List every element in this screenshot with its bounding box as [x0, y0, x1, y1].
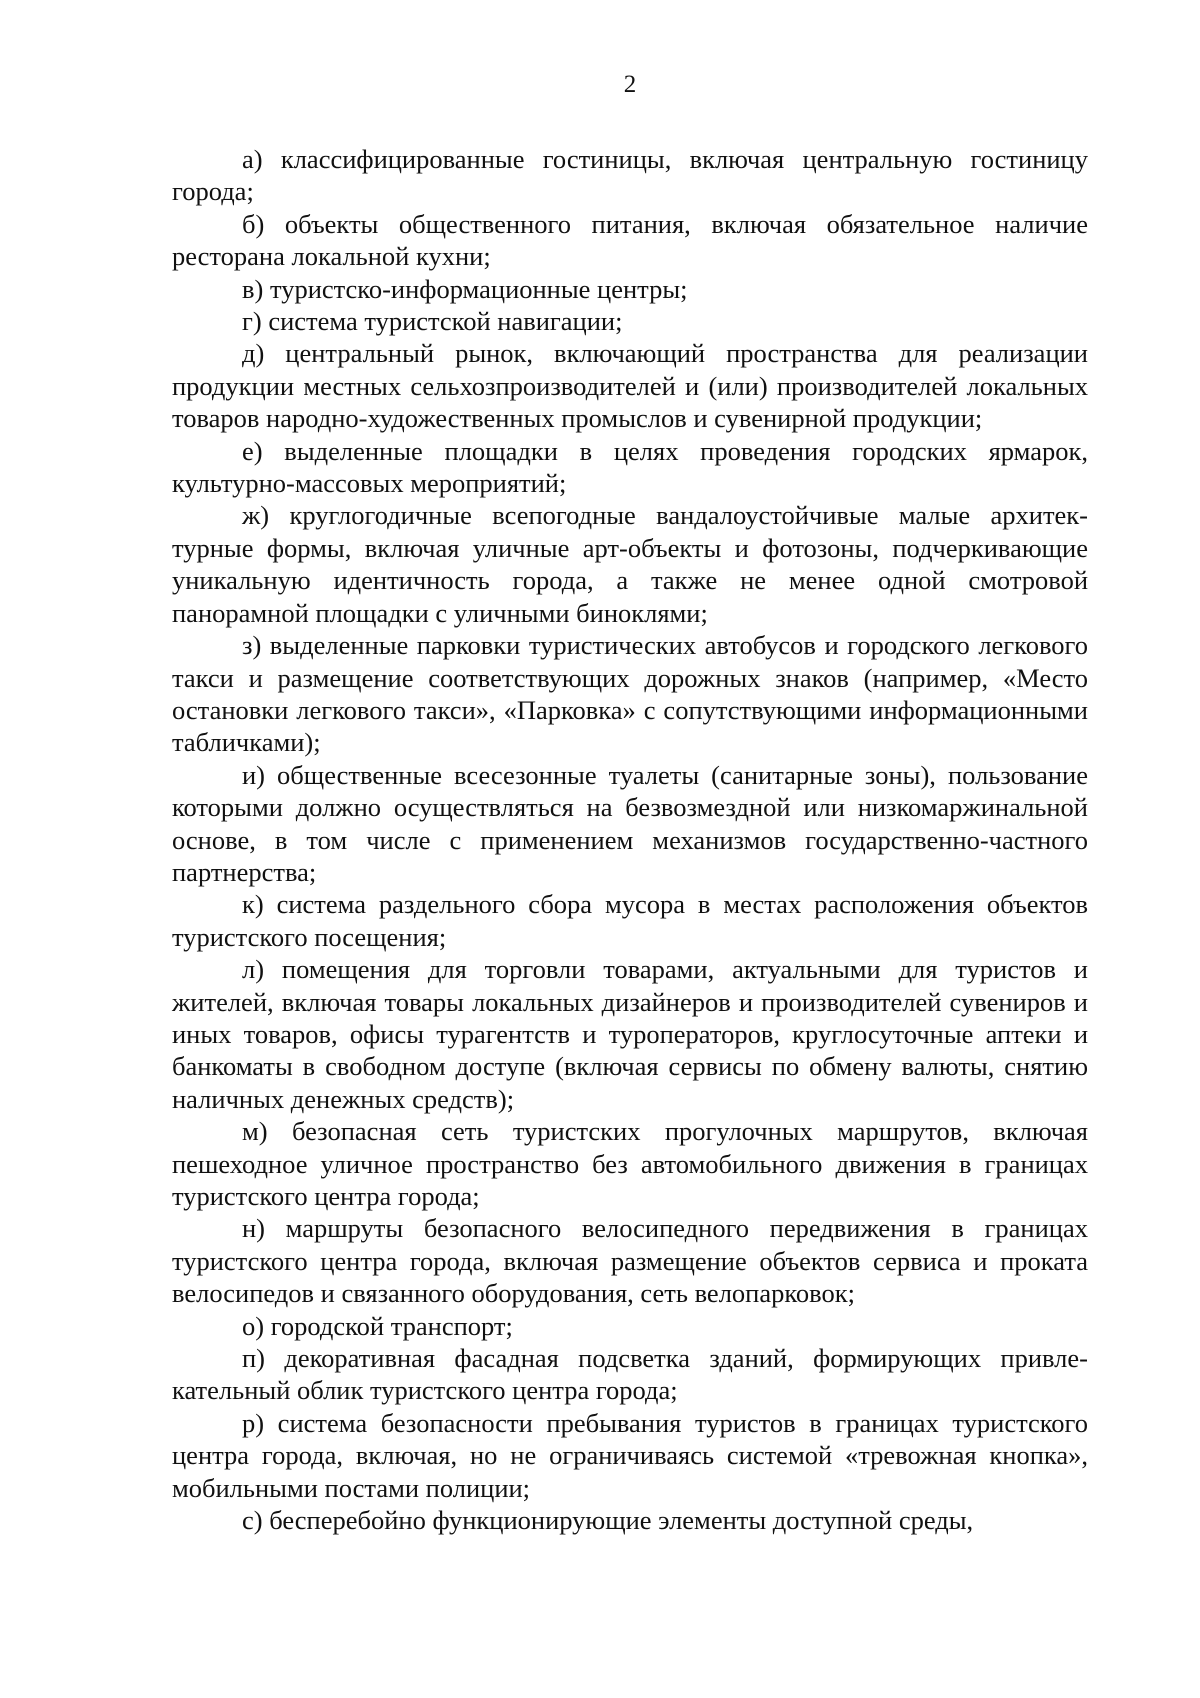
list-item-b: б) объекты общественного питания, включая обязательное наличие ресторана локальной кухни;	[172, 208, 1088, 272]
list-item-r: р) система безопасности пребывания туристов в границах туристского центра города, включая, но не ограничиваясь системой «тревожная кнопка», мобильными постами полиции;	[172, 1407, 1088, 1503]
list-item-a: а) классифицированные гостиницы, включая центральную гостиницу города;	[172, 144, 1088, 207]
list-item-k: к) система раздельного сбора мусора в местах расположения объектов туристского посещения;	[172, 889, 1088, 952]
list-item-i: и) общественные всесезонные туалеты (санитарные зоны), пользование которыми должно осуществляться на безвозмездной или низкомаржинальной основе, в том числе с применением механизмов государственно-частного партнерства;	[172, 759, 1088, 887]
list-item-p: п) декоративная фасадная подсветка зданий, формирующих привлекательный облик туристского центра города;	[172, 1343, 1088, 1406]
list-item-z: з) выделенные парковки туристических автобусов и городского легкового такси и размещение соответствующих дорожных знаков (например, «Место остановки легкового такси», «Парковка» с сопутствующими информационными табличками);	[172, 630, 1088, 758]
list-item-o: о) городской транспорт;	[242, 1310, 513, 1341]
page-number: 2	[623, 71, 637, 98]
list-item-l: л) помещения для торговли товарами, актуальными для туристов и жителей, включая товары локальных дизайнеров и производителей сувениров и иных товаров, офисы турагентств и туроператоров, круглосуточные аптеки и банкоматы в свободном доступе (включая сервисы по обмену валюты, снятию наличных денежных средств);	[172, 954, 1088, 1114]
list-item-v: в) туристско-информационные центры;	[242, 273, 688, 304]
list-item-g: г) система туристской навигации;	[242, 306, 623, 337]
list-item-e: е) выделенные площадки в целях проведения городских ярмарок, культурно-массовых мероприятий;	[172, 435, 1088, 499]
list-item-zh: ж) круглогодичные всепогодные вандалоустойчивые малые архитектурные формы, включая уличные арт-объекты и фотозоны, подчеркивающие уникальную идентичность города, а также не менее одной смотровой панорамной площадки с уличными биноклями;	[172, 500, 1088, 628]
list-item-d: д) центральный рынок, включающий пространства для реализации продукции местных сельхозпроизводителей и (или) производителей локальных товаров народно-художественных промыслов и сувенирной продукции;	[172, 338, 1088, 434]
list-item-s: с) бесперебойно функционирующие элементы доступной среды,	[242, 1505, 974, 1536]
list-item-n: н) маршруты безопасного велосипедного передвижения в границах туристского центра города, включая размещение объектов сервиса и проката велосипедов и связанного оборудования, сеть велопарковок;	[172, 1213, 1088, 1309]
list-item-m: м) безопасная сеть туристских прогулочных маршрутов, включая пешеходное уличное пространство без автомобильного движения в границах туристского центра города;	[172, 1116, 1088, 1211]
document-body	[172, 143, 1088, 1536]
